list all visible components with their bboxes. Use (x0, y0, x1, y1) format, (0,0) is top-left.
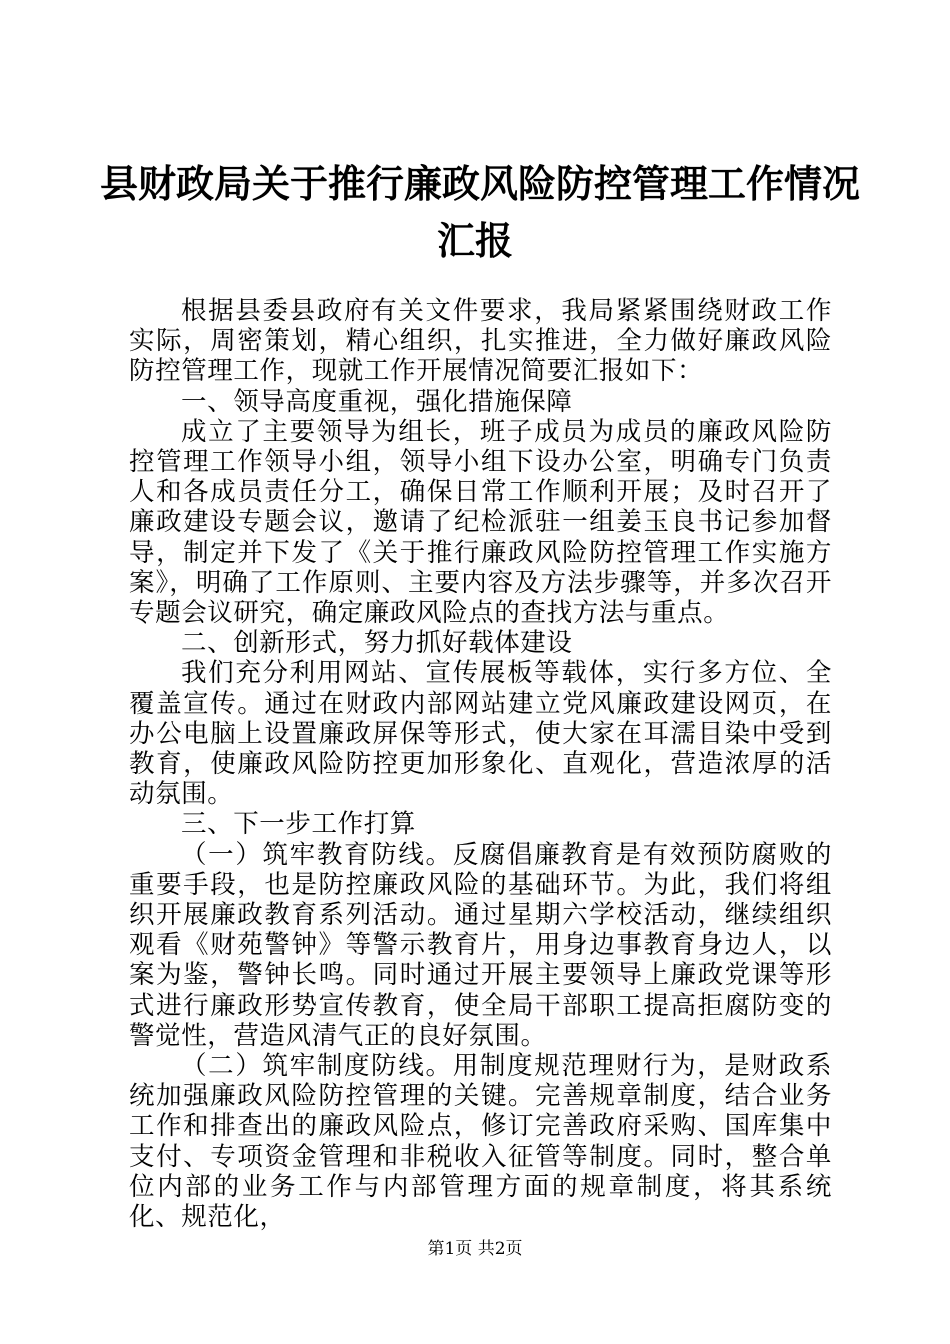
document-body (129, 296, 832, 1232)
section-heading-3: 三、下一步工作打算 (181, 809, 416, 840)
body-paragraph: 我们充分利用网站、宣传展板等载体，实行多方位、全覆盖宣传。通过在财政内部网站建立党风廉政建设网页，在办公电脑上设置廉政屏保等形式，使大家在耳濡目染中受到教育，使廉政风险防控更加形象化、直观化，营造浓厚的活动氛围。 (129, 658, 832, 810)
page-number-footer: 第1页 共2页 (427, 1239, 523, 1259)
body-paragraph: （一）筑牢教育防线。反腐倡廉教育是有效预防腐败的重要手段，也是防控廉政风险的基础环节。为此，我们将组织开展廉政教育系列活动。通过星期六学校活动，继续组织观看《财苑警钟》等警示教育片，用身边事教育身边人，以案为鉴，警钟长鸣。同时通过开展主要领导上廉政党课等形式进行廉政形势宣传教育，使全局干部职工提高拒腐防变的警觉性，营造风清气正的良好氛围。 (129, 839, 832, 1051)
document-title-line-1: 县财政局关于推行廉政风险防控管理工作情况 (100, 161, 861, 206)
document-title-line-2: 汇报 (436, 218, 513, 263)
section-heading-1: 一、领导高度重视，强化措施保障 (181, 386, 573, 417)
body-paragraph: （二）筑牢制度防线。用制度规范理财行为，是财政系统加强廉政风险防控管理的关键。完善规章制度，结合业务工作和排查出的廉政风险点，修订完善政府采购、国库集中支付、专项资金管理和非税收入征管等制度。同时，整合单位内部的业务工作与内部管理方面的规章制度，将其系统化、规范化， (129, 1051, 832, 1233)
body-paragraph: 成立了主要领导为组长，班子成员为成员的廉政风险防控管理工作领导小组，领导小组下设办公室，明确专门负责人和各成员责任分工，确保日常工作顺利开展；及时召开了廉政建设专题会议，邀请了纪检派驻一组姜玉良书记参加督导，制定并下发了《关于推行廉政风险防控管理工作实施方案》，明确了工作原则、主要内容及方法步骤等，并多次召开专题会议研究，确定廉政风险点的查找方法与重点。 (129, 416, 832, 629)
section-heading-2: 二、创新形式，努力抓好载体建设 (181, 628, 573, 659)
intro-paragraph: 根据县委县政府有关文件要求，我局紧紧围绕财政工作实际，周密策划，精心组织，扎实推进，全力做好廉政风险防控管理工作，现就工作开展情况简要汇报如下： (129, 296, 832, 387)
